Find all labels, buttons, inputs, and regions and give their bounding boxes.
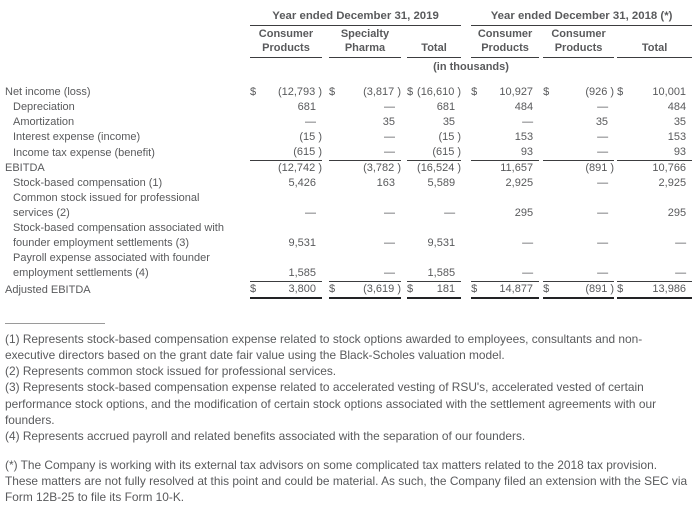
cell-value: (926 ) <box>585 86 615 98</box>
value-cell <box>471 100 539 115</box>
currency-symbol: $ <box>543 282 550 295</box>
value-cell-inner <box>329 145 401 160</box>
cell-value: (12,793 ) <box>277 86 322 98</box>
cell-value: 93 <box>520 146 534 158</box>
value-cell-inner <box>329 266 401 281</box>
cell-value: 35 <box>673 116 687 128</box>
currency-symbol: $ <box>250 282 257 295</box>
column-header: Consumer Products <box>543 26 614 58</box>
cell-value: 10,927 <box>499 86 534 98</box>
table-row <box>5 100 692 115</box>
value-cell-inner <box>471 206 539 221</box>
cell-value: 93 <box>673 146 687 158</box>
row-label-text: Amortization <box>13 116 75 128</box>
value-cell <box>250 161 322 177</box>
value-cell <box>471 115 539 130</box>
value-cell-inner <box>250 85 322 100</box>
value-cell <box>617 221 692 251</box>
row-label <box>5 251 250 281</box>
cell-value: 1,585 <box>288 266 316 279</box>
value-cell <box>250 100 322 115</box>
row-label <box>5 85 250 100</box>
value-cell-inner <box>407 130 461 145</box>
value-cell <box>617 130 692 145</box>
value-cell-inner <box>471 145 539 160</box>
column-gap <box>322 145 329 161</box>
value-cell <box>250 281 322 298</box>
cell-value: (615 ) <box>293 146 322 158</box>
cell-value: — <box>384 131 395 143</box>
cell-value: 11,657 <box>500 162 534 174</box>
row-label-text: Interest expense (income) <box>13 131 141 143</box>
row-label-text: Stock-based compensation (1) <box>13 177 163 189</box>
column-gap <box>322 251 329 281</box>
footnotes <box>5 331 690 506</box>
column-gap <box>322 26 329 58</box>
value-cell-inner <box>250 130 322 145</box>
value-cell-inner <box>407 100 461 115</box>
cell-value: 13,986 <box>652 282 687 295</box>
cell-value: 5,589 <box>427 177 456 189</box>
value-cell-inner <box>617 206 692 221</box>
cell-value: — <box>384 266 395 279</box>
value-cell <box>407 221 461 251</box>
value-cell <box>407 115 461 130</box>
cell-value: 3,800 <box>288 282 316 295</box>
value-cell <box>617 176 692 191</box>
cell-value: — <box>597 237 609 249</box>
footnote: (2) Represents common stock issued for professional services. <box>5 364 337 379</box>
value-cell-inner <box>329 115 401 130</box>
row-label-text: Adjusted EBITDA <box>5 283 91 296</box>
value-cell-inner <box>329 130 401 145</box>
value-cell <box>471 251 539 281</box>
year-header-row <box>5 10 692 26</box>
value-cell-inner <box>471 266 539 281</box>
footnote: (4) Represents accrued payroll and related benefits associated with the separation of our founders. <box>5 429 526 444</box>
column-gap <box>461 161 471 177</box>
currency-symbol: $ <box>329 282 336 295</box>
value-cell <box>471 130 539 145</box>
value-cell-inner <box>543 206 614 221</box>
value-cell <box>543 176 614 191</box>
value-cell-inner <box>407 115 461 130</box>
column-gap <box>322 115 329 130</box>
footnote: (3) Represents stock-based compensation expense related to accelerated vesting of RSU's, accelerated vested of certain performance stock options, and the modification of certain stock options associated with the settlement agreements with our founders. <box>5 380 657 427</box>
footnote: (*) The Company is working with its external tax advisors on some complicated tax matters related to the 2018 tax provision. These matters are not fully resolved at this point and could be material. As such, the Company filed an extension with the SEC via Form 12B-25 to file its Form 10-K. <box>5 457 688 505</box>
value-cell <box>617 115 692 130</box>
table-row <box>5 115 692 130</box>
value-cell-inner <box>471 236 539 251</box>
cell-value: (891 ) <box>585 282 615 295</box>
cell-value: — <box>522 116 534 128</box>
value-cell-inner <box>250 100 322 115</box>
row-label <box>5 100 250 115</box>
cell-value: 295 <box>667 207 687 219</box>
units-note: (in thousands) <box>433 61 509 73</box>
value-cell-inner <box>329 85 401 100</box>
value-cell <box>617 251 692 281</box>
row-label-text: Income tax expense (benefit) <box>13 146 155 159</box>
value-cell <box>543 221 614 251</box>
column-header: Total <box>617 26 692 58</box>
column-gap <box>322 176 329 191</box>
value-cell <box>617 145 692 161</box>
row-label <box>5 161 250 177</box>
row-label <box>5 145 250 161</box>
cell-value: 9,531 <box>427 237 456 249</box>
year-2018-header: Year ended December 31, 2018 (*) <box>471 10 692 26</box>
column-gap <box>322 100 329 115</box>
value-cell <box>471 281 539 298</box>
footnote: (1) Represents stock-based compensation expense related to stock options awarded to employees, consultants and non-executive directors based on the grant date fair value using the Black-Scholes valuation model. <box>5 331 643 362</box>
value-cell-inner <box>617 115 692 130</box>
value-cell <box>329 191 401 221</box>
cell-value: — <box>675 237 687 249</box>
units-row <box>5 58 692 86</box>
row-label-text: Stock-based compensation associated with founder employment settlements (3) <box>13 222 224 249</box>
column-gap <box>461 26 471 58</box>
column-header: Total <box>407 26 461 58</box>
column-gap <box>322 85 329 100</box>
column-gap <box>461 251 471 281</box>
currency-symbol: $ <box>407 282 414 295</box>
row-label-text: Payroll expense associated with founder employment settlements (4) <box>13 252 210 279</box>
value-cell <box>329 176 401 191</box>
value-cell-inner <box>329 176 401 191</box>
value-cell-inner <box>617 100 692 115</box>
table-row <box>5 281 692 298</box>
value-cell-inner <box>543 145 614 160</box>
value-cell-inner <box>250 206 322 221</box>
row-label <box>5 281 250 298</box>
table-row <box>5 251 692 281</box>
cell-value: 484 <box>667 101 687 113</box>
table-row <box>5 161 692 177</box>
row-label-text: Common stock issued for professional services (2) <box>13 192 200 219</box>
value-cell-inner <box>543 161 614 176</box>
cell-value: 35 <box>382 116 395 128</box>
value-cell-inner <box>543 236 614 251</box>
row-label <box>5 191 250 221</box>
table-body <box>5 85 692 298</box>
value-cell <box>407 176 461 191</box>
column-gap <box>322 221 329 251</box>
cell-value: 2,925 <box>658 177 687 189</box>
column-gap <box>322 130 329 145</box>
cell-value: (15 ) <box>299 131 322 143</box>
cell-value: — <box>522 237 534 249</box>
cell-value: — <box>444 207 456 219</box>
value-cell-inner <box>407 176 461 191</box>
cell-value: — <box>597 101 609 113</box>
cell-value: 295 <box>514 207 534 219</box>
value-cell-inner <box>407 266 461 281</box>
column-gap <box>461 281 471 298</box>
value-cell <box>407 191 461 221</box>
value-cell-inner <box>471 130 539 145</box>
value-cell <box>543 130 614 145</box>
value-cell <box>543 161 614 177</box>
value-cell <box>329 251 401 281</box>
value-cell <box>250 85 322 100</box>
currency-symbol: $ <box>617 282 624 295</box>
column-gap <box>461 115 471 130</box>
value-cell <box>250 145 322 161</box>
footnote-divider <box>5 323 105 324</box>
cell-value: 153 <box>514 131 534 143</box>
value-cell-inner <box>471 176 539 191</box>
value-cell-inner <box>407 206 461 221</box>
value-cell-inner <box>407 85 461 100</box>
column-gap <box>461 85 471 100</box>
value-cell-inner <box>250 282 322 297</box>
cell-value: — <box>384 146 395 158</box>
cell-value: — <box>597 266 609 279</box>
table-row <box>5 176 692 191</box>
table-row <box>5 221 692 251</box>
currency-symbol: $ <box>407 86 414 98</box>
value-cell <box>250 251 322 281</box>
column-gap <box>322 161 329 177</box>
cell-value: (15 ) <box>438 131 462 143</box>
value-cell-inner <box>543 130 614 145</box>
cell-value: 2,925 <box>505 177 534 189</box>
value-cell-inner <box>471 85 539 100</box>
cell-value: — <box>597 131 609 143</box>
value-cell <box>407 85 461 100</box>
currency-symbol: $ <box>617 86 624 98</box>
value-cell <box>250 221 322 251</box>
value-cell-inner <box>471 282 539 297</box>
ebitda-reconciliation-table <box>5 10 692 299</box>
table-row <box>5 85 692 100</box>
value-cell <box>543 85 614 100</box>
cell-value: (891 ) <box>585 162 615 174</box>
value-cell-inner <box>471 161 539 176</box>
currency-symbol: $ <box>471 282 478 295</box>
table-header <box>5 10 692 85</box>
cell-value: (615 ) <box>432 146 462 158</box>
column-header: Consumer Products <box>250 26 322 58</box>
cell-value: — <box>675 266 687 279</box>
row-label-text: Depreciation <box>13 101 75 113</box>
row-label <box>5 221 250 251</box>
value-cell <box>617 100 692 115</box>
label-column-spacer <box>5 10 250 26</box>
cell-value: 14,877 <box>499 282 534 295</box>
value-cell <box>329 161 401 177</box>
cell-value: (3,817 ) <box>363 86 401 98</box>
value-cell <box>407 145 461 161</box>
value-cell <box>471 161 539 177</box>
cell-value: 181 <box>436 282 456 295</box>
value-cell <box>543 281 614 298</box>
value-cell-inner <box>329 206 401 221</box>
value-cell <box>329 85 401 100</box>
table-row <box>5 130 692 145</box>
cell-value: 484 <box>514 101 534 113</box>
value-cell-inner <box>617 176 692 191</box>
value-cell-inner <box>471 100 539 115</box>
value-cell-inner <box>617 145 692 160</box>
column-gap <box>461 221 471 251</box>
currency-symbol: $ <box>329 86 336 98</box>
value-cell <box>250 176 322 191</box>
value-cell <box>471 85 539 100</box>
value-cell-inner <box>543 100 614 115</box>
value-cell <box>329 130 401 145</box>
cell-value: 1,585 <box>427 266 456 279</box>
value-cell-inner <box>329 236 401 251</box>
cell-value: — <box>384 101 395 113</box>
value-cell-inner <box>329 282 401 297</box>
value-cell-inner <box>250 145 322 160</box>
value-cell-inner <box>617 236 692 251</box>
value-cell <box>617 161 692 177</box>
column-gap <box>461 145 471 161</box>
cell-value: (16,524 ) <box>417 162 462 174</box>
value-cell-inner <box>407 236 461 251</box>
value-cell <box>543 100 614 115</box>
cell-value: (3,619 ) <box>363 282 401 295</box>
currency-symbol: $ <box>543 86 550 98</box>
value-cell-inner <box>543 85 614 100</box>
value-cell-inner <box>329 100 401 115</box>
value-cell <box>471 191 539 221</box>
year-2019-header: Year ended December 31, 2019 <box>250 10 461 26</box>
cell-value: 163 <box>376 177 395 189</box>
value-cell-inner <box>543 282 614 297</box>
column-gap <box>461 130 471 145</box>
value-cell-inner <box>250 236 322 251</box>
value-cell <box>543 115 614 130</box>
value-cell <box>617 281 692 298</box>
currency-symbol: $ <box>471 86 478 98</box>
value-cell-inner <box>617 130 692 145</box>
value-cell-inner <box>407 161 461 176</box>
table-row <box>5 145 692 161</box>
value-cell <box>407 161 461 177</box>
column-gap <box>322 281 329 298</box>
label-column-spacer <box>5 58 250 86</box>
value-cell <box>543 251 614 281</box>
cell-value: 10,001 <box>652 86 687 98</box>
value-cell-inner <box>407 145 461 160</box>
cell-value: 35 <box>595 116 609 128</box>
cell-value: — <box>597 177 609 189</box>
currency-symbol: $ <box>250 86 257 98</box>
cell-value: (3,782 ) <box>363 162 401 174</box>
value-cell <box>543 145 614 161</box>
value-cell <box>407 281 461 298</box>
column-gap <box>461 191 471 221</box>
value-cell-inner <box>250 266 322 281</box>
cell-value: 681 <box>297 101 316 113</box>
cell-value: 35 <box>442 116 456 128</box>
value-cell <box>329 115 401 130</box>
value-cell-inner <box>329 161 401 176</box>
cell-value: — <box>384 237 395 249</box>
cell-value: — <box>384 207 395 219</box>
value-cell <box>250 191 322 221</box>
column-gap <box>322 191 329 221</box>
label-column-spacer <box>5 26 250 58</box>
value-cell-inner <box>617 161 692 176</box>
value-cell-inner <box>543 266 614 281</box>
cell-value: — <box>522 266 534 279</box>
value-cell <box>471 176 539 191</box>
value-cell-inner <box>250 176 322 191</box>
group-gap <box>461 10 471 26</box>
value-cell <box>471 221 539 251</box>
cell-value: — <box>597 146 609 158</box>
value-cell <box>250 130 322 145</box>
cell-value: — <box>597 207 609 219</box>
value-cell-inner <box>617 266 692 281</box>
cell-value: 5,426 <box>288 177 316 189</box>
cell-value: 681 <box>436 101 456 113</box>
column-header: Consumer Products <box>471 26 539 58</box>
value-cell <box>329 281 401 298</box>
value-cell <box>407 130 461 145</box>
cell-value: 153 <box>667 131 687 143</box>
value-cell <box>329 145 401 161</box>
column-gap <box>461 100 471 115</box>
row-label <box>5 176 250 191</box>
cell-value: 9,531 <box>288 237 316 249</box>
value-cell-inner <box>617 85 692 100</box>
value-cell <box>617 191 692 221</box>
value-cell-inner <box>471 115 539 130</box>
value-cell <box>407 251 461 281</box>
row-label-text: Net income (loss) <box>5 86 91 98</box>
row-label <box>5 130 250 145</box>
value-cell <box>329 100 401 115</box>
cell-value: — <box>305 116 316 128</box>
value-cell-inner <box>617 282 692 297</box>
value-cell-inner <box>250 115 322 130</box>
value-cell-inner <box>407 282 461 297</box>
cell-value: — <box>305 207 316 219</box>
value-cell <box>329 221 401 251</box>
column-header-row <box>5 26 692 58</box>
cell-value: 10,766 <box>652 162 687 174</box>
value-cell <box>407 100 461 115</box>
value-cell-inner <box>250 161 322 176</box>
row-label <box>5 115 250 130</box>
value-cell <box>471 145 539 161</box>
table-row <box>5 191 692 221</box>
column-header: Specialty Pharma <box>329 26 401 58</box>
value-cell <box>617 85 692 100</box>
cell-value: (16,610 ) <box>417 86 462 98</box>
column-gap <box>461 176 471 191</box>
value-cell <box>250 115 322 130</box>
value-cell-inner <box>543 115 614 130</box>
value-cell <box>543 191 614 221</box>
row-label-text: EBITDA <box>5 162 45 174</box>
cell-value: (12,742 ) <box>277 162 322 174</box>
value-cell-inner <box>543 176 614 191</box>
